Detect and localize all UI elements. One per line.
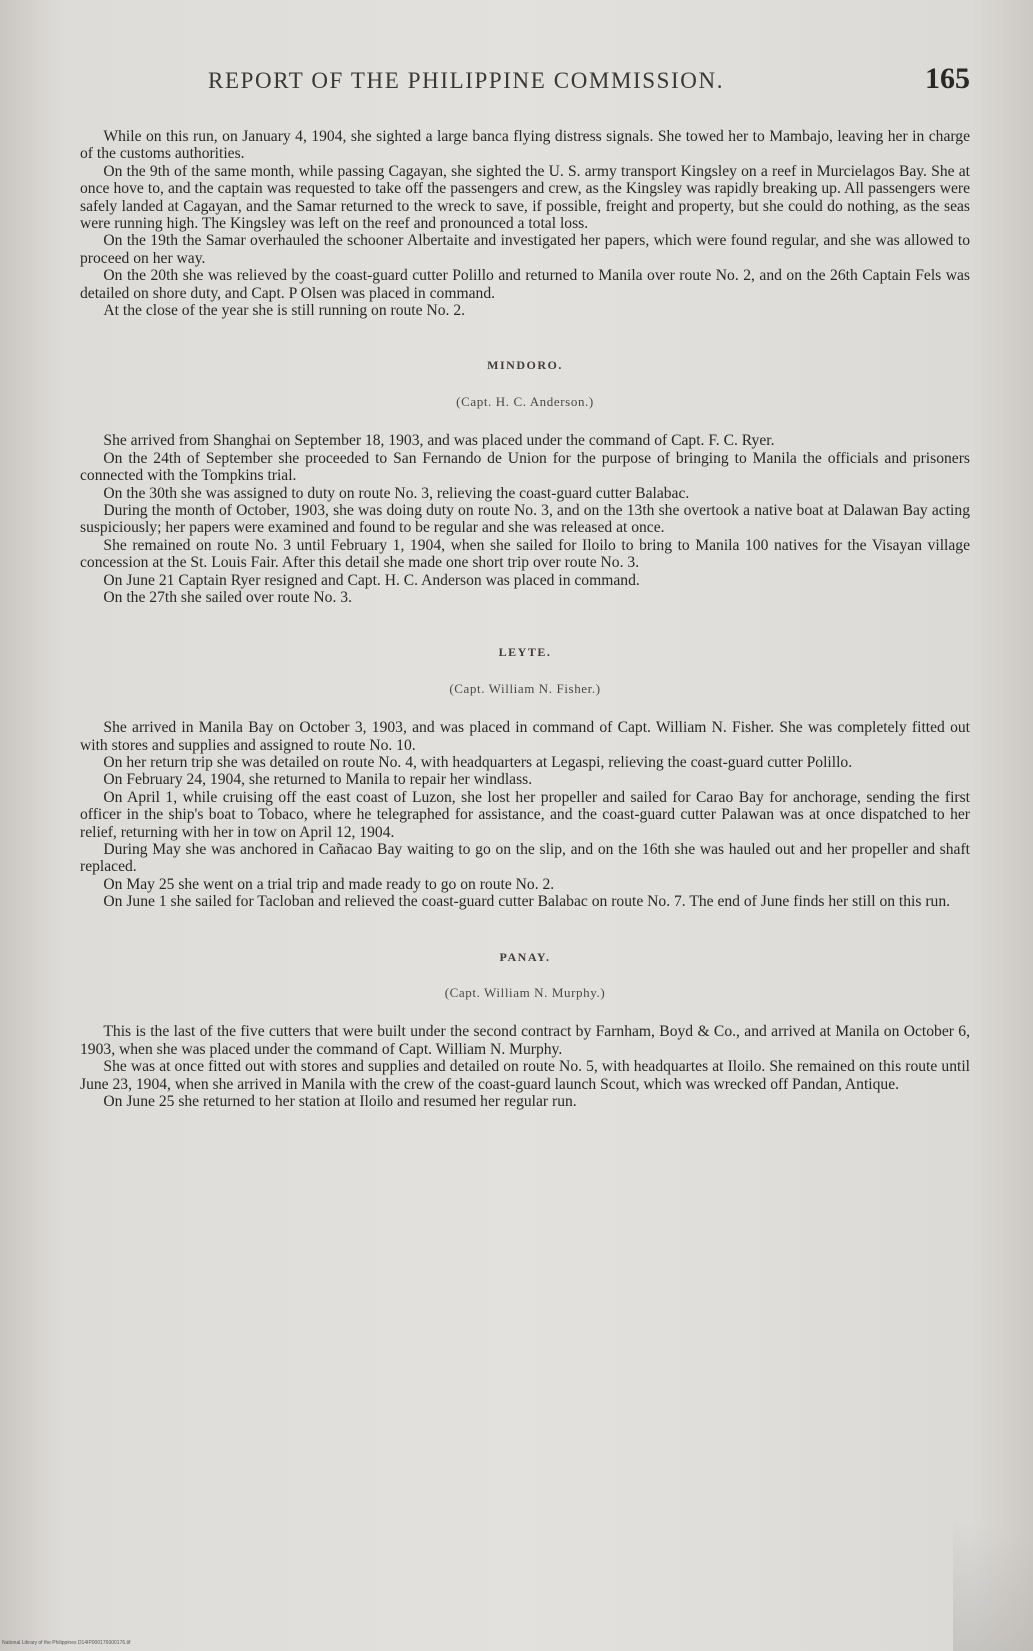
spacer bbox=[80, 606, 970, 624]
section-title-mindoro: MINDORO. bbox=[487, 358, 563, 373]
paragraph: She remained on route No. 3 until February 1, 1904, when she sailed for Iloilo to bring to Manila 100 natives for the Visayan village concession at the St. Louis Fair. After this detail she made one short trip over route No. 3. bbox=[80, 536, 970, 572]
scan-footer: National Library of the Philippines D14IP000176000176.tif bbox=[2, 1640, 131, 1646]
running-head: REPORT OF THE PHILIPPINE COMMISSION. bbox=[208, 68, 725, 93]
paragraph: On June 1 she sailed for Tacloban and relieved the coast-guard cutter Balabac on route No. 7. The end of June finds her still on this run. bbox=[103, 893, 951, 911]
paragraph: On May 25 she went on a trial trip and made ready to go on route No. 2. bbox=[103, 875, 555, 893]
paragraph: On the 19th the Samar overhauled the schooner Albertaite and investigated her papers, which were found regular, and she was allowed to proceed on her way. bbox=[80, 232, 970, 267]
paragraph: On the 20th she was relieved by the coast-guard cutter Polillo and returned to Manila over route No. 2, and on the 26th Captain Fels was detailed on shore duty, and Capt. P Olsen was placed in command. bbox=[80, 267, 970, 302]
section-captain-leyte: (Capt. William N. Fisher.) bbox=[449, 680, 601, 696]
section-captain-panay: (Capt. William N. Murphy.) bbox=[444, 985, 606, 1001]
paragraph: On her return trip she was detailed on route No. 4, with headquarters at Legaspi, relieving the coast-guard cutter Polillo. bbox=[103, 753, 853, 771]
paragraph: This is the last of the five cutters that were built under the second contract by Farnham, Boyd & Co., and arrived at Manila on October 6, 1903, when she was placed under the command of Capt. William N. Murphy. bbox=[80, 1023, 970, 1058]
paragraph: During May she was anchored in Cañacao Bay waiting to go on the slip, and on the 16th she was hauled out and her propeller and shaft replaced. bbox=[80, 841, 970, 876]
page-fold-shadow bbox=[953, 1451, 1033, 1651]
paragraph: On the 24th of September she proceeded to San Fernando de Union for the purpose of bringing to Manila the officials and prisoners connected with the Tompkins trial. bbox=[80, 449, 970, 485]
paragraph: She arrived in Manila Bay on October 3, 1903, and was placed in command of Capt. William N. Fisher. She was completely fitted out with stores and supplies and assigned to route No. 10. bbox=[80, 719, 970, 754]
paragraph: On June 25 she returned to her station at Iloilo and resumed her regular run. bbox=[103, 1093, 577, 1111]
paragraph: While on this run, on January 4, 1904, she sighted a large banca flying distress signals. She towed her to Mambajo, leaving her in charge of the customs authorities. bbox=[80, 128, 970, 163]
paragraph: On February 24, 1904, she returned to Manila to repair her windlass. bbox=[103, 771, 533, 789]
section-title-leyte: LEYTE. bbox=[498, 645, 552, 660]
spacer bbox=[80, 319, 970, 337]
paragraph: At the close of the year she is still running on route No. 2. bbox=[103, 302, 466, 320]
paragraph: On April 1, while cruising off the east coast of Luzon, she lost her propeller and sailed for Carao Bay for anchorage, sending the first officer in the ship's boat to Tobaco, where he telegraphed for assistance, and the coast-guard cutter Palawan was at once dispatched to her relief, returning with her in tow on April 12, 1904. bbox=[80, 788, 970, 841]
page-header bbox=[200, 62, 970, 106]
section-title-panay: PANAY. bbox=[499, 949, 551, 964]
body-text bbox=[80, 128, 970, 1110]
paragraph: On June 21 Captain Ryer resigned and Capt. H. C. Anderson was placed in command. bbox=[103, 571, 640, 589]
paragraph: She was at once fitted out with stores and supplies and detailed on route No. 5, with headquartes at Iloilo. She remained on this route until June 23, 1904, when she arrived in Manila with the crew of the coast-guard launch Scout, which was wrecked off Pandan, Antique. bbox=[80, 1058, 970, 1093]
paragraph: During the month of October, 1903, she was doing duty on route No. 3, and on the 13th she overtook a native boat at Dalawan Bay acting suspiciously; her papers were examined and found to be regular and she was released at once. bbox=[80, 501, 970, 537]
page-number: 165 bbox=[925, 62, 970, 95]
paragraph: On the 30th she was assigned to duty on route No. 3, relieving the coast-guard cutter Balabac. bbox=[103, 484, 690, 502]
section-captain-mindoro: (Capt. H. C. Anderson.) bbox=[456, 393, 594, 409]
paragraph: On the 27th she sailed over route No. 3. bbox=[103, 588, 352, 606]
paragraph: On the 9th of the same month, while passing Cagayan, she sighted the U. S. army transport Kingsley on a reef in Murcielagos Bay. She at once hove to, and the captain was requested to take off the passengers and crew, as the Kingsley was rapidly breaking up. All passengers were safely landed at Cagayan, and the Samar returned to the wreck to save, if possible, freight and property, but she could do nothing, as the seas were running high. The Kingsley was left on the reef and pronounced a total loss. bbox=[80, 162, 970, 233]
spacer bbox=[80, 911, 970, 929]
paragraph: She arrived from Shanghai on September 18, 1903, and was placed under the command of Capt. F. C. Ryer. bbox=[103, 432, 775, 450]
